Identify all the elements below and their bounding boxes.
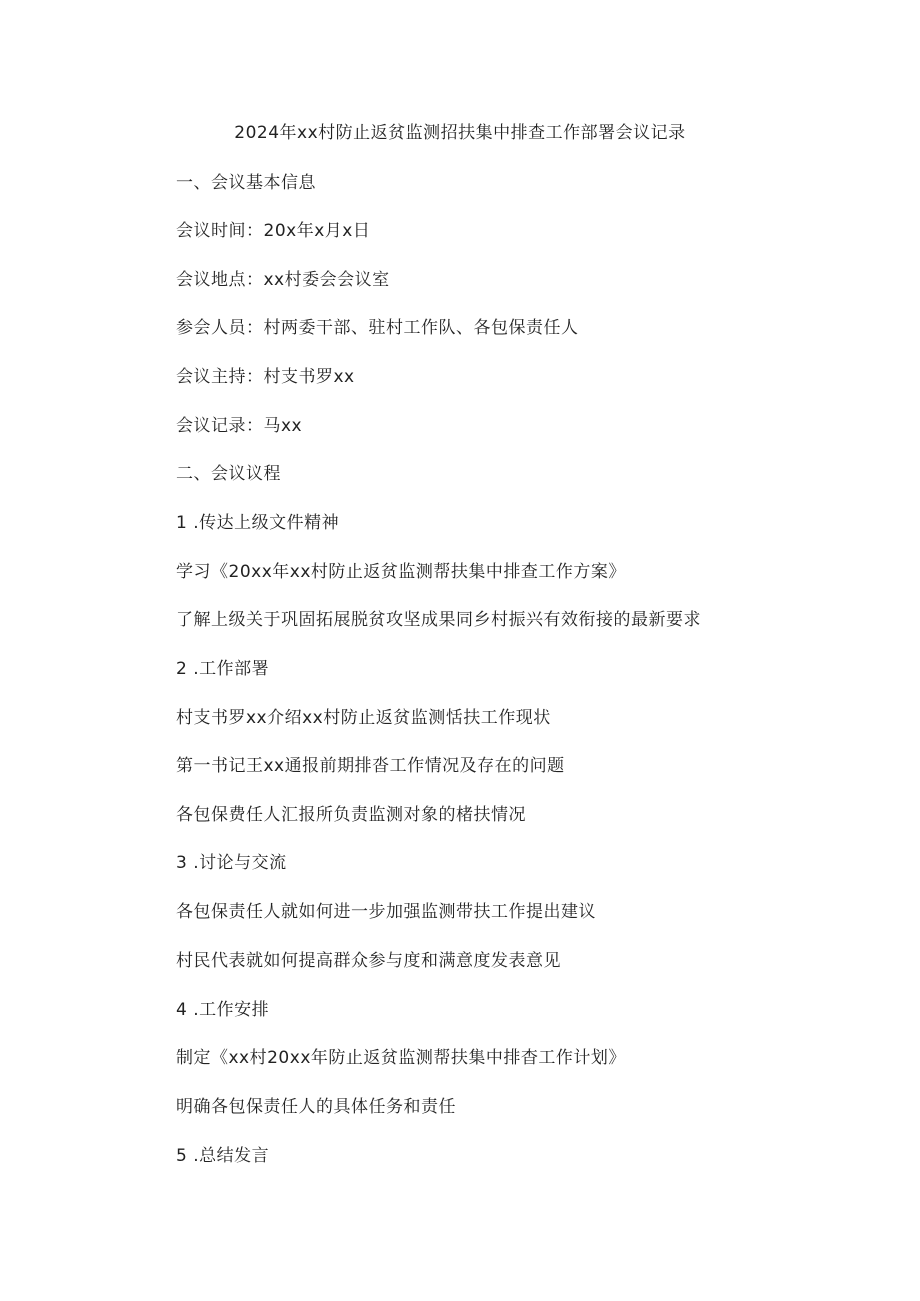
- meeting-host: 会议主持：村支书罗xx: [176, 367, 355, 387]
- meeting-attendees: 参会人员：村两委干部、驻村工作队、各包保责任人: [176, 318, 579, 338]
- section-heading-basic-info: 一、会议基本信息: [176, 173, 316, 193]
- agenda-detail: 明确各包保责任人的具体任务和责任: [176, 1097, 456, 1117]
- agenda-item-heading: 3 .讨论与交流: [176, 853, 287, 873]
- agenda-item-heading: 5 .总结发言: [176, 1146, 270, 1166]
- document-title: 2024年xx村防止返贫监测招扶集中排查工作部署会议记录: [234, 123, 686, 143]
- agenda-item-heading: 4 .工作安排: [176, 1000, 270, 1020]
- meeting-time: 会议时间：20x年x月x日: [176, 221, 371, 241]
- agenda-detail: 各包保费任人汇报所负责监测对象的楮扶情况: [176, 805, 526, 825]
- agenda-detail: 了解上级关于巩固拓展脱贫攻坚成果同乡村振兴有效衔接的最新要求: [176, 610, 701, 630]
- agenda-detail: 村民代表就如何提高群众参与度和满意度发表意见: [176, 951, 561, 971]
- section-heading-agenda: 二、会议议程: [176, 464, 281, 484]
- agenda-item-heading: 2 .工作部署: [176, 659, 270, 679]
- meeting-location: 会议地点：xx村委会会议室: [176, 270, 390, 290]
- agenda-detail: 第一书记王xx通报前期排沓工作情况及存在的问题: [176, 756, 565, 776]
- agenda-detail: 学习《20xx年xx村防止返贫监测帮扶集中排查工作方案》: [176, 562, 626, 582]
- agenda-detail: 村支书罗xx介绍xx村防止返贫监测恬扶工作现状: [176, 708, 551, 728]
- agenda-detail: 制定《xx村20xx年防止返贫监测帮扶集中排杳工作计划》: [176, 1048, 626, 1068]
- agenda-detail: 各包保责任人就如何进一步加强监测带扶工作提出建议: [176, 902, 596, 922]
- meeting-recorder: 会议记录：马xx: [176, 416, 303, 436]
- agenda-item-heading: 1 .传达上级文件精神: [176, 513, 340, 533]
